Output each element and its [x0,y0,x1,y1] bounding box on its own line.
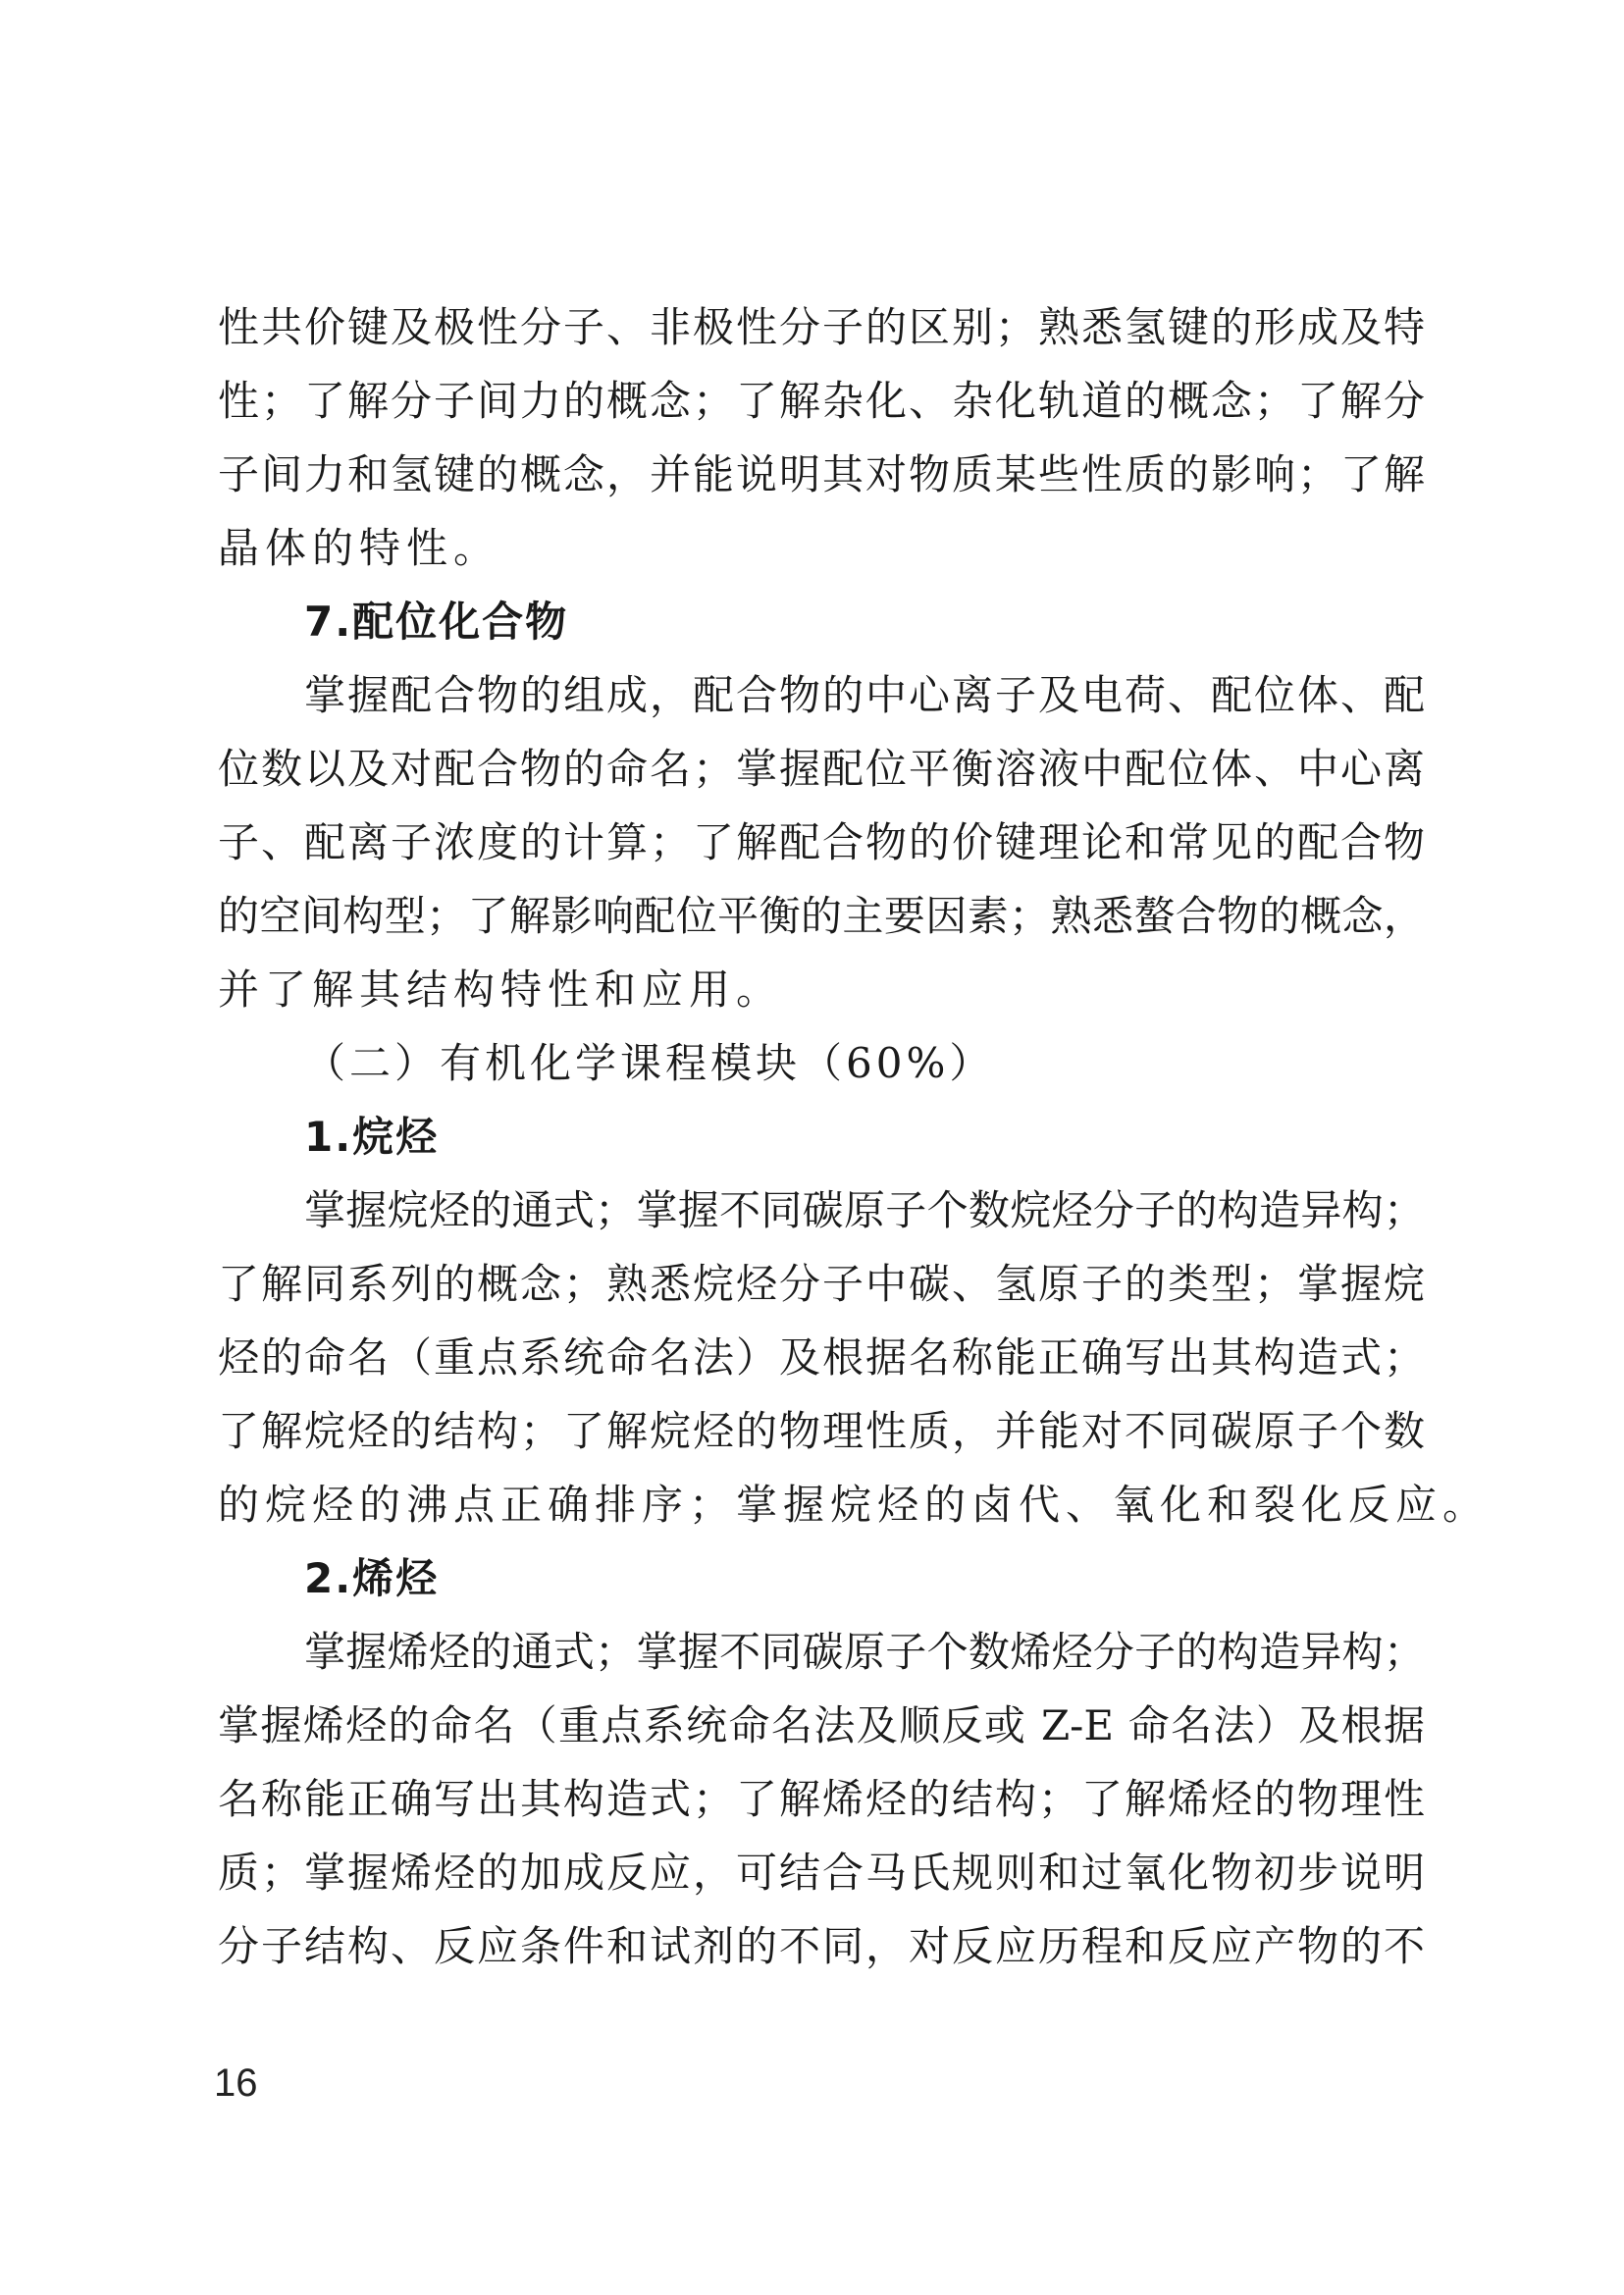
paragraph-line: 了解烷烃的结构；了解烷烃的物理性质，并能对不同碳原子个数 [218,1407,1425,1455]
module-heading: （二）有机化学课程模块（60%） [304,1039,995,1087]
paragraph-line: 名称能正确写出其构造式；了解烯烃的结构；了解烯烃的物理性 [218,1775,1425,1823]
paragraph-line: 掌握烯烃的通式；掌握不同碳原子个数烯烃分子的构造异构； [304,1628,1425,1676]
paragraph-line: 性共价键及极性分子、非极性分子的区别；熟悉氢键的形成及特 [218,303,1425,351]
section-heading: 7.配位化合物 [304,598,569,646]
section-heading: 2.烯烃 [304,1554,440,1602]
paragraph-line: 掌握烷烃的通式；掌握不同碳原子个数烷烃分子的构造异构； [304,1186,1425,1234]
paragraph-line: 子间力和氢键的概念，并能说明其对物质某些性质的影响；了解 [218,450,1425,498]
section-heading: 1.烷烃 [304,1113,440,1161]
paragraph-line: 掌握配合物的组成，配合物的中心离子及电荷、配位体、配 [304,671,1425,719]
paragraph-line: 烃的命名（重点系统命名法）及根据名称能正确写出其构造式； [218,1333,1425,1382]
page-number: 16 [214,2061,258,2105]
paragraph-line: 位数以及对配合物的命名；掌握配位平衡溶液中配位体、中心离 [218,745,1425,793]
paragraph-line: 质；掌握烯烃的加成反应，可结合马氏规则和过氧化物初步说明 [218,1849,1425,1897]
paragraph-line: 掌握烯烃的命名（重点系统命名法及顺反或 Z-E 命名法）及根据 [218,1701,1425,1749]
paragraph-line: 并了解其结构特性和应用。 [218,965,784,1014]
paragraph-line: 的空间构型；了解影响配位平衡的主要因素；熟悉螯合物的概念， [218,892,1425,940]
paragraph-line: 分子结构、反应条件和试剂的不同，对反应历程和反应产物的不 [218,1922,1425,1970]
paragraph-line: 子、配离子浓度的计算；了解配合物的价键理论和常见的配合物 [218,818,1425,866]
paragraph-line: 了解同系列的概念；熟悉烷烃分子中碳、氢原子的类型；掌握烷 [218,1260,1425,1308]
paragraph-line: 晶体的特性。 [218,524,501,572]
paragraph-line: 的烷烃的沸点正确排序；掌握烷烃的卤代、氧化和裂化反应。 [218,1481,1491,1529]
paragraph-line: 性；了解分子间力的概念；了解杂化、杂化轨道的概念；了解分 [218,377,1425,425]
